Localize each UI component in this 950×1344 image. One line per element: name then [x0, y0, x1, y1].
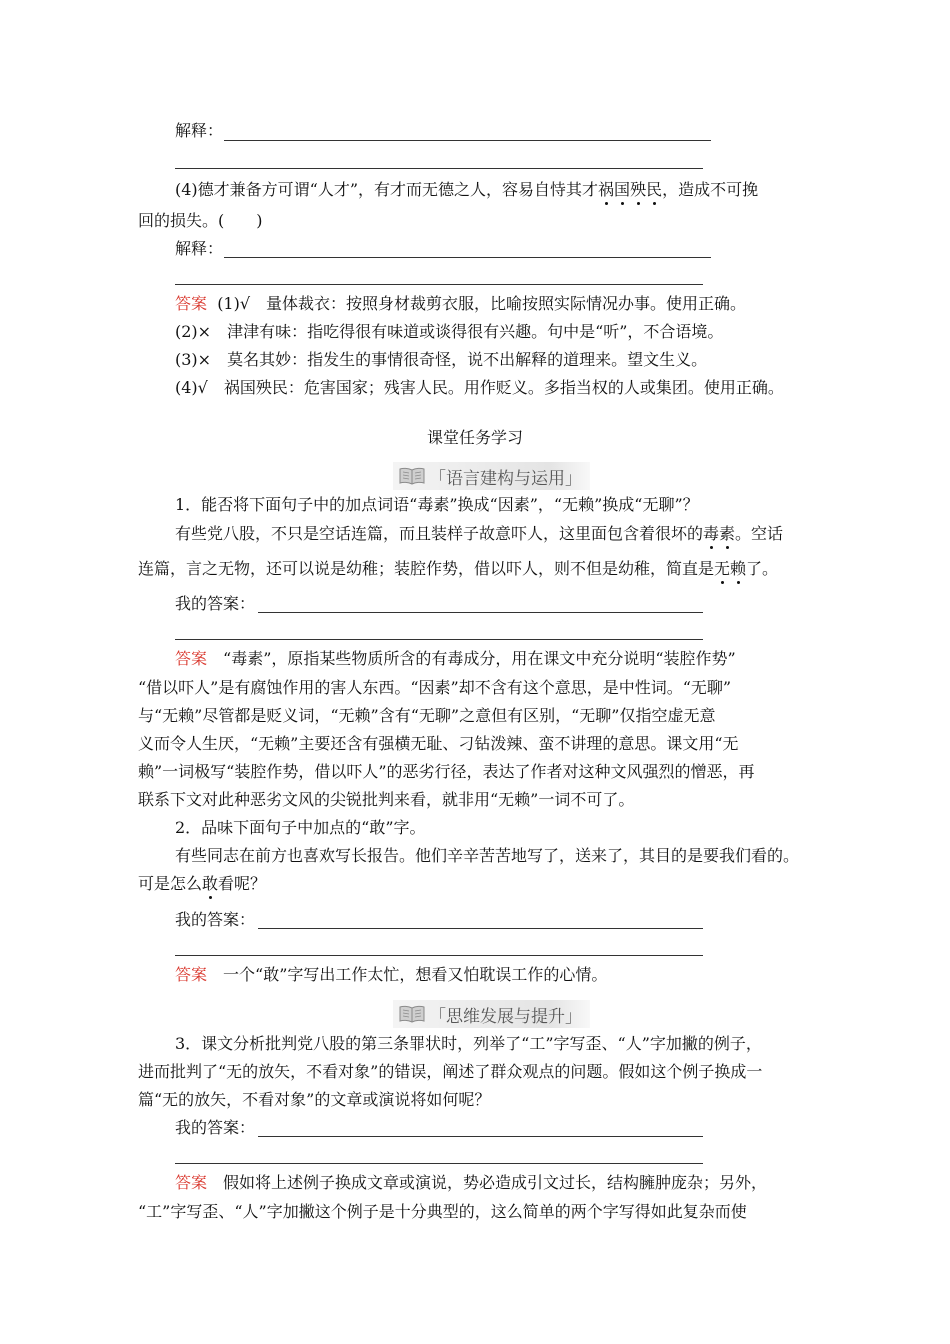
answer-rule [175, 168, 703, 169]
answer-line: 与“无赖”尽管都是贬义词，“无赖”含有“无聊”之意但有区别，“无聊”仅指空虚无意 [138, 706, 716, 725]
my-answer-label: 我的答案： [175, 594, 256, 613]
answer-line: 义而令人生厌，“无赖”主要还含有强横无耻、刁钻泼辣、蛮不讲理的意思。课文用“无 [138, 734, 739, 753]
q2-text-cont: 可是怎么敢看呢？ [138, 874, 267, 893]
my-answer-label: 我的答案： [175, 910, 256, 929]
my-answer-label: 我的答案： [175, 1118, 256, 1137]
answer-line: (4)√ 祸国殃民：危害国家；残害人民。用作贬义。多指当权的人或集团。使用正确。 [175, 378, 784, 397]
answer-input-line[interactable] [175, 1163, 703, 1164]
answer-line: 联系下文对此种恶劣文风的尖锐批判来看，就非用“无赖”一词不可了。 [138, 790, 635, 809]
answer-input-line[interactable] [258, 928, 703, 929]
q4-text: (4)德才兼备方可谓“人才”，有才而无德之人，容易自恃其才祸国殃民，造成不可挽 [175, 180, 759, 199]
q3-text: 3．课文分析批判党八股的第三条罪状时，列举了“工”字写歪、“人”字加撇的例子， [175, 1034, 762, 1053]
answer-line: 答案 一个“敢”字写出工作太忙，想看又怕耽误工作的心情。 [175, 965, 608, 984]
answer-line: 答案 假如将上述例子换成文章或演说，势必造成引文过长，结构臃肿庞杂；另外， [175, 1173, 768, 1192]
q1-text-cont: 连篇，言之无物，还可以说是幼稚；装腔作势，借以吓人，则不但是幼稚，简直是无赖了。 [138, 559, 779, 578]
section-banner: 「语言建构与运用」 [393, 462, 590, 490]
answer-label: 答案 [175, 965, 208, 984]
answer-line: “借以吓人”是有腐蚀作用的害人东西。“因素”却不含有这个意思，是中性词。“无聊” [138, 678, 732, 697]
section-title: 课堂任务学习 [426, 428, 523, 447]
answer-line: (3)× 莫名其妙：指发生的事情很奇怪，说不出解释的道理来。望文生义。 [175, 350, 708, 369]
q1-prompt: 1．能否将下面句子中的加点词语“毒素”换成“因素”，“无赖”换成“无聊”？ [175, 495, 699, 514]
book-icon [399, 467, 425, 485]
q1-text: 有些党八股，不只是空话连篇，而且装样子故意吓人，这里面包含着很坏的毒素。空话 [175, 524, 784, 543]
answer-rule [175, 284, 703, 285]
book-icon [399, 1005, 425, 1023]
q3-text-cont: 篇“无的放矢，不看对象”的文章或演说将如何呢？ [138, 1090, 491, 1109]
answer-line: (2)× 津津有味：指吃得很有味道或谈得很有兴趣。句中是“听”，不合语境。 [175, 322, 724, 341]
answer-label: 答案 [175, 1173, 208, 1192]
q2-prompt: 2．品味下面句子中加点的“敢”字。 [175, 818, 426, 837]
q4-text-cont: 回的损失。( ) [138, 211, 263, 230]
answer-line: 答案 (1)√ 量体裁衣：按照身材裁剪衣服，比喻按照实际情况办事。使用正确。 [175, 294, 747, 313]
answer-input-line[interactable] [175, 955, 703, 956]
answer-label: 答案 [175, 294, 208, 313]
answer-rule [224, 140, 711, 141]
section-banner: 「思维发展与提升」 [393, 1000, 590, 1028]
answer-input-line[interactable] [258, 1136, 703, 1137]
q2-text: 有些同志在前方也喜欢写长报告。他们辛辛苦苦地写了，送来了，其目的是要我们看的。 [175, 846, 800, 865]
answer-rule [224, 257, 711, 258]
answer-line: “工”字写歪、“人”字加撇这个例子是十分典型的，这么简单的两个字写得如此复杂而使 [138, 1202, 747, 1221]
answer-input-line[interactable] [258, 612, 703, 613]
q3-text-cont: 进而批判了“无的放矢，不看对象”的错误，阐述了群众观点的问题。假如这个例子换成一 [138, 1062, 763, 1081]
explain-label: 解释： [175, 239, 224, 258]
answer-line: 赖”一词极写“装腔作势，借以吓人”的恶劣行径，表达了作者对这种文风强烈的憎恶，再 [138, 762, 755, 781]
explain-label: 解释： [175, 121, 224, 140]
answer-label: 答案 [175, 649, 208, 668]
answer-line: 答案 “毒素”，原指某些物质所含的有毒成分，用在课文中充分说明“装腔作势” [175, 649, 736, 668]
answer-input-line[interactable] [175, 639, 703, 640]
